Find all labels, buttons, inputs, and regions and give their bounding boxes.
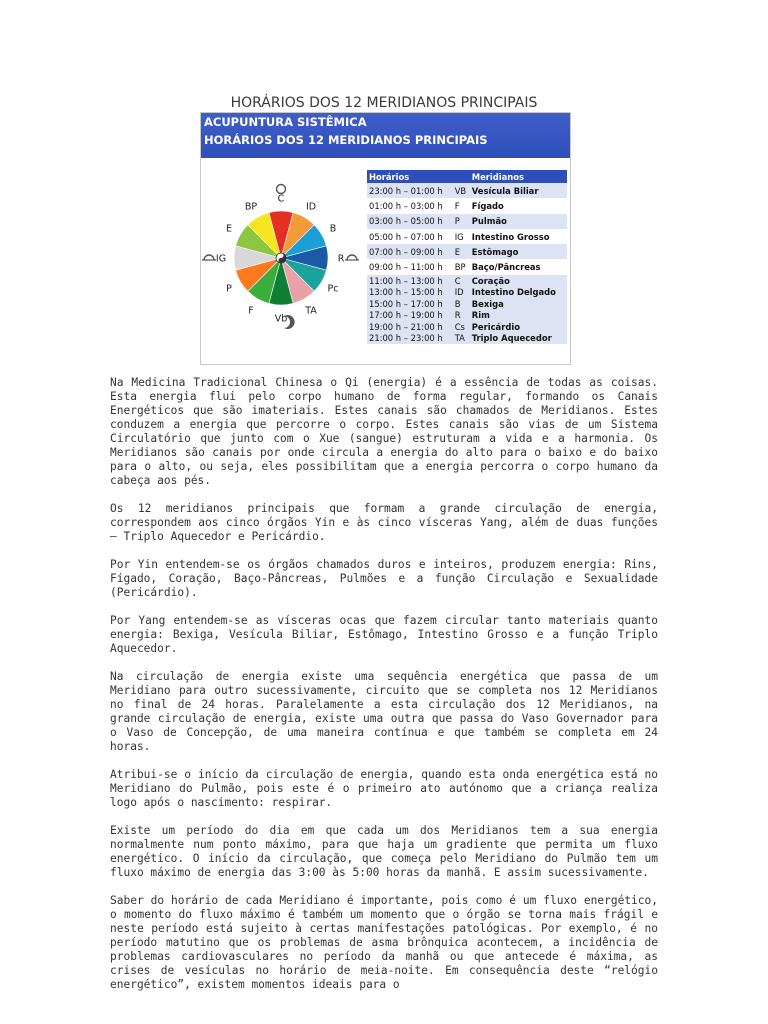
table-cell-hours: 05:00 h – 07:00 h: [369, 231, 443, 242]
table-cell-meridian: Bexiga: [470, 298, 567, 310]
table-row: [367, 244, 567, 259]
sunset-icon: [345, 255, 359, 260]
table-cell-code: IG: [454, 231, 464, 242]
table-cell-code: C: [453, 275, 470, 287]
wheel-label: TA: [305, 305, 317, 317]
paragraph: Por Yang entendem-se as vísceras ocas que fazem circular tanto materiais quanto energia: Bexiga, Vesícula Biliar, Estômago, Intestino Grosso e a função Triplo Aquecedor.: [110, 614, 658, 655]
table-row: [367, 259, 567, 274]
wheel-label: C: [277, 193, 285, 205]
table-cell-meridian: Coração: [470, 275, 567, 287]
sunrise-icon: [202, 255, 216, 260]
table-cell-hours: 07:00 h – 09:00 h: [367, 244, 453, 259]
table-cell-hours: 21:00 h – 23:00 h: [367, 332, 453, 344]
wheel-label: ID: [305, 201, 317, 213]
table-cell-meridian: Estômago: [470, 244, 567, 259]
wheel-label: Pc: [327, 283, 339, 295]
table-cell-meridian: Fígado: [471, 200, 504, 211]
table-cell-meridian: Pericárdio: [470, 321, 567, 333]
table-row: [367, 183, 567, 198]
table-row: [367, 321, 567, 333]
table-cell-hours: 15:00 h – 17:00 h: [367, 298, 453, 310]
table-cell-meridian: Pulmão: [470, 214, 567, 229]
table-cell-meridian: Triplo Aquecedor: [470, 332, 567, 344]
table-cell-code: VB: [453, 183, 470, 198]
wheel-label: R: [337, 253, 345, 265]
table-row: [367, 309, 567, 321]
table-cell-meridian: Intestino Grosso: [471, 231, 550, 242]
wheel-label: BP: [244, 201, 258, 213]
meridian-schedule-table: [367, 170, 567, 344]
table-cell-hours: 13:00 h – 15:00 h: [367, 286, 453, 298]
paragraph: Por Yin entendem-se os órgãos chamados duros e inteiros, produzem energia: Rins, Fígado, Coração, Baço-Pâncreas, Pulmões e a função Circulação e Sexualidade (Pericárdio).: [110, 558, 658, 599]
table-cell-code: R: [453, 309, 470, 321]
table-cell-hours: 01:00 h – 03:00 h: [369, 200, 443, 211]
sun-icon: [277, 185, 286, 194]
table-row: [367, 229, 567, 244]
paragraph: Os 12 meridianos principais que formam a grande circulação de energia, correspondem aos cinco órgãos Yin e às cinco vísceras Yang, além de duas funções – Triplo Aquecedor e Pericárdio.: [110, 502, 658, 543]
table-cell-meridian: Baço/Pâncreas: [471, 262, 541, 273]
table-header-row: [367, 170, 567, 183]
header-hours: Horários: [367, 170, 453, 183]
table-cell-meridian: Intestino Delgado: [470, 286, 567, 298]
yin-yang-icon: [276, 253, 286, 263]
table-cell-code: B: [453, 298, 470, 310]
table-cell-meridian: Rim: [470, 309, 567, 321]
table-cell-code: P: [453, 214, 470, 229]
paragraph: Na Medicina Tradicional Chinesa o Qi (energia) é a essência de todas as coisas. Esta energia flui pelo corpo humano de forma regular, formando os Canais Energéticos que são imateriais. Estes canais são chamados de Meridianos. Estes conduzem a energia que percorre o corpo. Estes canais são vias de um Sistema Circulatório que junto com o Xue (sangue) estruturam a vida e a harmonia. Os Meridianos são canais por onde circula a energia do alto para o baixo e do baixo para o alto, ou seja, eles possibilitam que a energia percorra o corpo humano da cabeça aos pés.: [110, 376, 658, 487]
table-cell-hours: 11:00 h – 13:00 h: [367, 275, 453, 287]
paragraph: Saber do horário de cada Meridiano é importante, pois como é um fluxo energético, o momento do fluxo máximo é também um momento que o órgão se torna mais frágil e neste período está sujeito à certas manifestações patológicas. Por exemplo, é no período matutino que os problemas de asma brônquica acontecem, a incidência de problemas cardiovasculares no período da manhã ou que antecede é máxima, as crises de vesículas no horário de meia-noite. Em consequência deste “relógio energético”, existem momentos ideais para o: [110, 894, 658, 991]
table-cell-code: TA: [453, 332, 470, 344]
table-cell-hours: 17:00 h – 19:00 h: [367, 309, 453, 321]
table-cell-code: E: [453, 244, 470, 259]
table-cell-code: ID: [453, 286, 470, 298]
article-body: [110, 376, 658, 1006]
table-cell-hours: 19:00 h – 21:00 h: [367, 321, 453, 333]
header-code: [453, 170, 470, 183]
table-cell-meridian: Vesícula Biliar: [470, 183, 567, 198]
table-cell-hours: 23:00 h – 01:00 h: [367, 183, 453, 198]
table-cell-hours: 09:00 h – 11:00 h: [369, 262, 443, 273]
figure-title-line1: ACUPUNTURA SISTÊMICA: [204, 115, 367, 129]
wheel-label: B: [329, 223, 337, 235]
table-row: [367, 286, 567, 298]
table-cell-code: BP: [454, 262, 466, 273]
wheel-label: P: [226, 283, 232, 295]
wheel-label: Vb: [274, 313, 288, 325]
table-row: [367, 214, 567, 229]
figure-title-line2: HORÁRIOS DOS 12 MERIDIANOS PRINCIPAIS: [204, 133, 488, 147]
wheel-label: IG: [215, 253, 227, 265]
paragraph: Existe um período do dia em que cada um dos Meridianos tem a sua energia normalmente num ponto máximo, para que haja um gradiente que permita um fluxo energético. O início da circulação, que começa pelo Meridiano do Pulmão tem um fluxo máximo de energia das 3:00 às 5:00 horas da manhã. E assim sucessivamente.: [110, 824, 658, 879]
table-cell-hours: 03:00 h – 05:00 h: [367, 214, 453, 229]
paragraph: Atribui-se o início da circulação de energia, quando esta onda energética está no Meridiano do Pulmão, pois este é o primeiro ato autónomo que a criança realiza logo após o nascimento: respirar.: [110, 768, 658, 809]
table-cell-code: Cs: [453, 321, 470, 333]
table-row: [367, 275, 567, 287]
table-cell-code: F: [454, 200, 460, 211]
page-title: HORÁRIOS DOS 12 MERIDIANOS PRINCIPAIS: [230, 95, 538, 111]
paragraph: Na circulação de energia existe uma sequência energética que passa de um Meridiano para outro sucessivamente, circuito que se completa nos 12 Meridianos no final de 24 horas. Paralelamente a esta circulação dos 12 Meridianos, na grande circulação de energia, existe uma outra que passa do Vaso Governador para o Vaso de Concepção, de uma maneira contínua e que também se completa em 24 horas.: [110, 670, 658, 753]
wheel-label: F: [248, 305, 254, 317]
meridian-chart-figure: [200, 112, 571, 365]
table-row: [367, 298, 567, 310]
meridian-wheel: [201, 158, 367, 364]
header-meridian: Meridianos: [470, 170, 567, 183]
table-row: [367, 198, 567, 213]
wheel-label: E: [225, 223, 233, 235]
figure-header: [201, 113, 570, 158]
table-row: [367, 332, 567, 344]
